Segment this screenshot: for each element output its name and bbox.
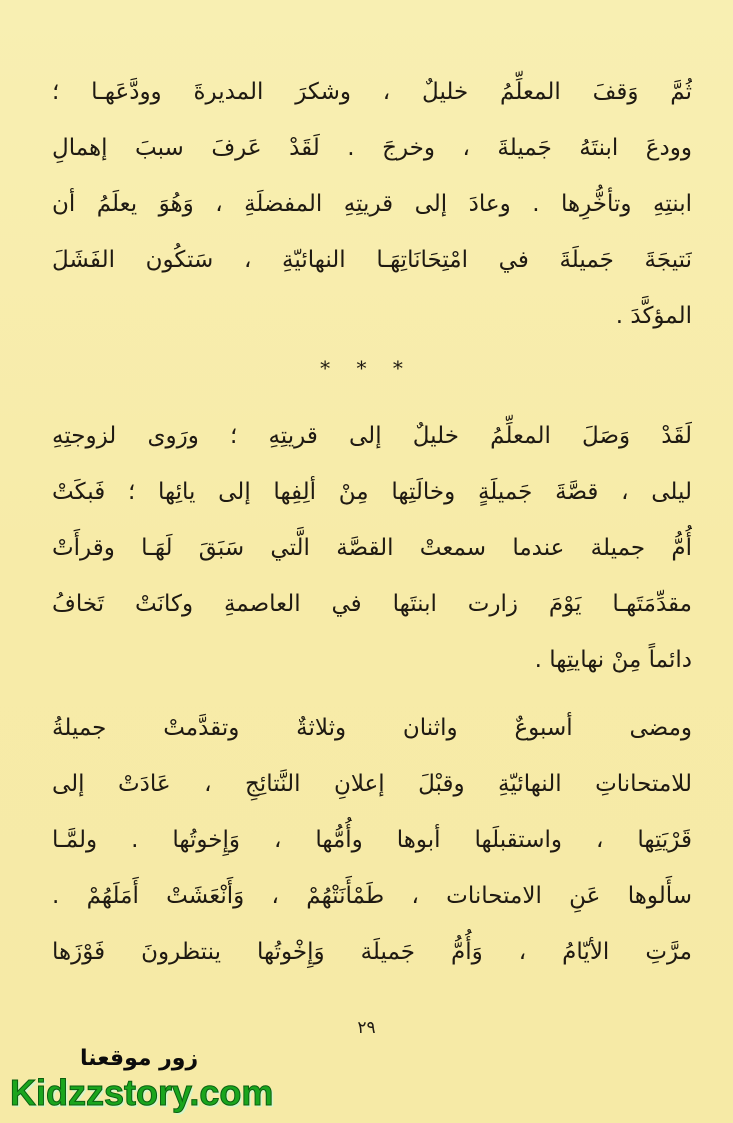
text-line: نَتيجَةَ جَميلَةَ في امْتِحَانَاتِهَـا النهائيّةِ ، سَتكُون الفَشَلَ — [52, 247, 692, 273]
text-line: ثُمَّ وَقفَ المعلِّمُ خليلٌ ، وشكرَ المديرةَ وودَّعَهـا ؛ — [52, 79, 692, 105]
text-line: المؤكَّدَ . — [615, 303, 692, 329]
paragraph-3 — [52, 700, 692, 980]
page-number: ٢٩ — [357, 1018, 376, 1038]
text-line: مرَّتِ الأيّامُ ، وَأُمُّ جَميلَة وَإِخْوتُها ينتظرونَ فَوْزَها — [52, 939, 692, 965]
site-watermark[interactable] — [10, 1044, 274, 1120]
text-line: لَقَدْ وَصَلَ المعلِّمُ خليلٌ إلى قريتِهِ ؛ ورَوى لزوجتِهِ — [52, 423, 692, 449]
paragraph-2 — [52, 408, 692, 688]
watermark-site-name[interactable]: Kidzzstory.com — [10, 1072, 274, 1113]
text-line: ليلى ، قصَّةَ جَميلَةٍ وخالَتِها مِنْ ألِفِها إلى يائِها ؛ فَبكَتْ — [52, 479, 692, 505]
paragraph-1 — [52, 64, 692, 344]
text-line: قَرْيَتِها ، واستقبلَها أبوها وأُمُّها ، وَإِخوتُها . ولمَّـا — [52, 827, 692, 853]
text-line: وودعَ ابنتَهُ جَميلةَ ، وخرجَ . لَقَدْ عَرفَ سببَ إهمالِ — [52, 135, 692, 161]
text-line: ومضى أسبوعٌ واثنان وثلاثةٌ وتقدَّمتْ جميلةُ — [52, 715, 692, 741]
text-line: سأَلوها عَنِ الامتحانات ، طَمْأَنَتْهُمْ ، وَأَنْعَشَتْ أَمَلَهُمْ . — [52, 883, 692, 909]
text-line: أُمُّ جميلة عندما سمعتْ القصَّة الَّتي سَبَقَ لَهَـا وقرأَتْ — [52, 535, 692, 561]
text-line: دائماً مِنْ نهايتِها . — [534, 647, 692, 673]
text-line: للامتحاناتِ النهائيّةِ وقبْلَ إعلانِ النَّتائِجِ ، عَادَتْ إلى — [52, 771, 692, 797]
text-line: مقدِّمَتَهـا يَوْمَ زارت ابنتَها في العاصمةِ وكانَتْ تَخافُ — [52, 591, 692, 617]
text-line: ابنتِهِ وتأخُّرِها . وعادَ إلى قريتِهِ المفضلَةِ ، وَهُوَ يعلَمُ أن — [52, 191, 692, 217]
watermark-arabic-text: زور موقعنا — [80, 1046, 199, 1071]
section-separator: * * * — [320, 356, 413, 380]
